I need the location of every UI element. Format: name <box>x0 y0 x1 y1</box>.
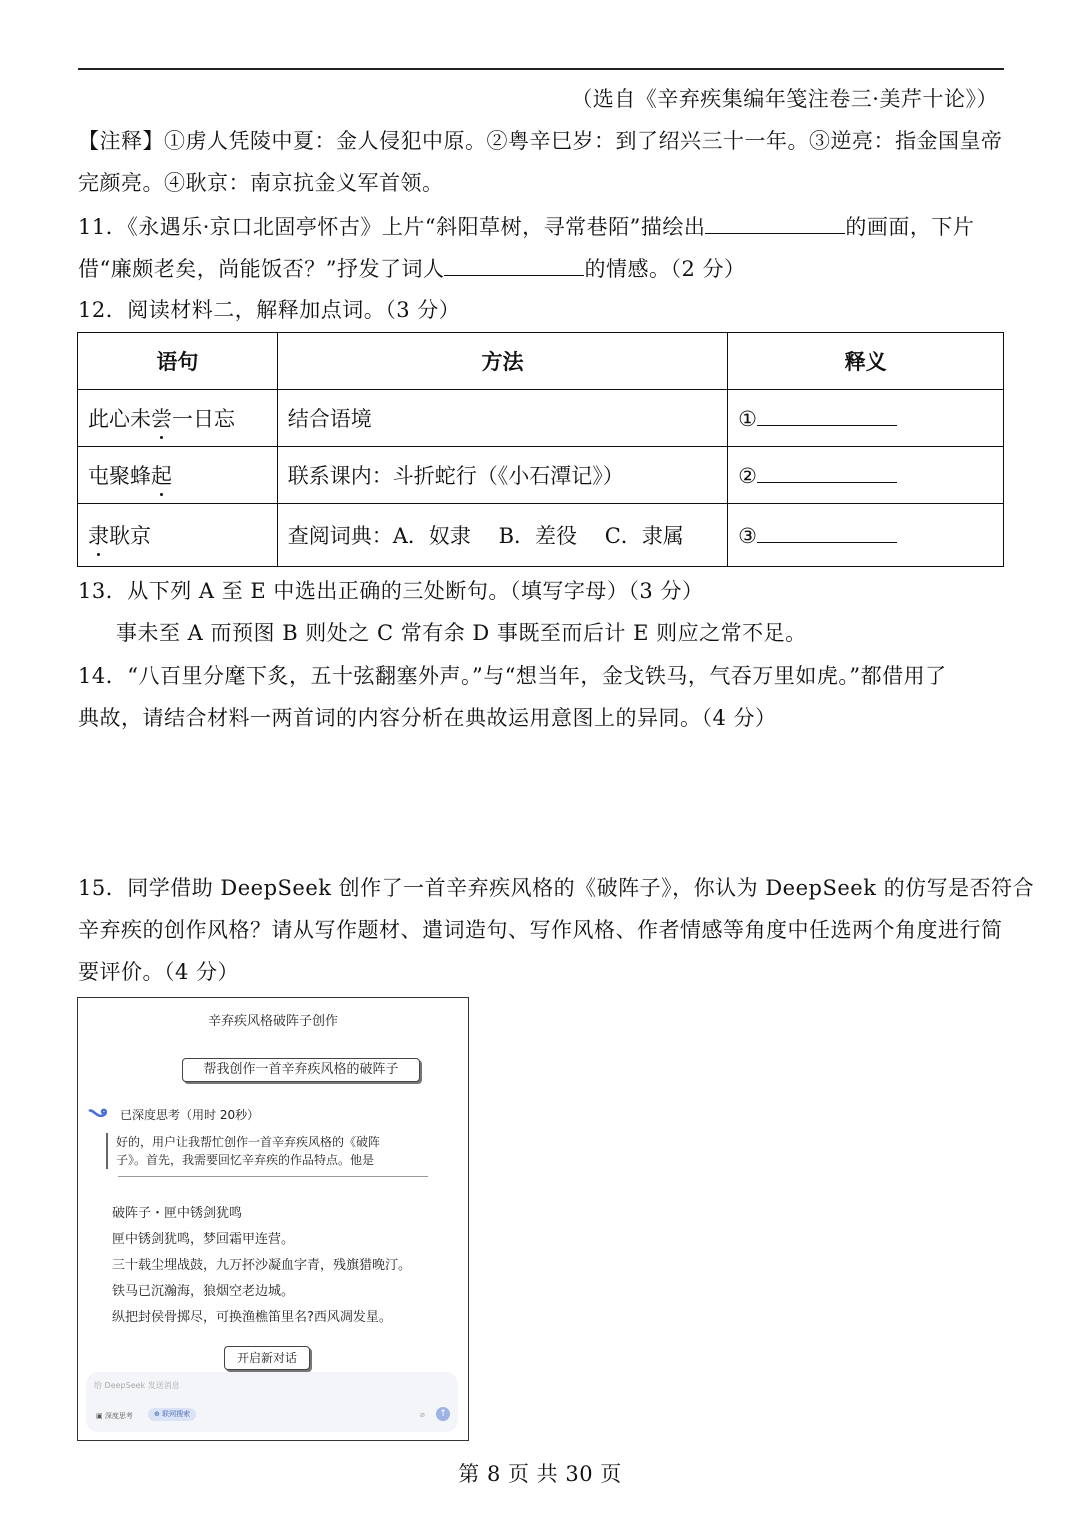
divider <box>118 1176 428 1177</box>
thinking-text-2: 子》。首先，我需要回忆辛弃疾的作品特点。他是 <box>116 1153 375 1167</box>
answer-marker: ② <box>738 464 757 488</box>
sentence-cell <box>78 447 278 504</box>
answer-blank[interactable] <box>757 462 897 483</box>
poem-line: 匣中锈剑犹鸣，梦回霜甲连营。 <box>112 1232 295 1247</box>
question-12: 12．阅读材料二，解释加点词。（3 分） <box>78 298 461 322</box>
table-row <box>78 390 1004 447</box>
message-input-placeholder: 给 DeepSeek 发送消息 <box>94 1381 180 1390</box>
globe-icon: ⊕ <box>154 1410 160 1418</box>
question-14-line-1: 14．“八百里分麾下炙，五十弦翻塞外声。”与“想当年，金戈铁马，气吞万里如虎。”都借用了 <box>78 664 947 688</box>
thinking-quote-bar <box>106 1133 108 1169</box>
question-13-sentence: 事未至 A 而预图 B 则处之 C 常有余 D 事既至而后计 E 则应之常不足。 <box>116 621 807 645</box>
answer-cell[interactable] <box>728 504 1004 567</box>
poem-line: 纵把封侯骨掷尽，可换渔樵笛里名?西风凋发星。 <box>112 1310 392 1325</box>
method-cell: 查阅词典：A．奴隶 B．差役 C．隶属 <box>277 504 727 567</box>
sentence-cell <box>78 390 278 447</box>
deep-think-label: 深度思考 <box>104 1412 133 1420</box>
question-14-line-2: 典故，请结合材料一两首词的内容分析在典故运用意图上的异同。（4 分） <box>78 706 777 730</box>
chat-title: 辛弃疾风格破阵子创作 <box>207 1014 338 1029</box>
header-method: 方法 <box>277 333 727 390</box>
question-13: 13．从下列 A 至 E 中选出正确的三处断句。（填写字母）（3 分） <box>78 579 704 603</box>
table-header-row <box>78 333 1004 390</box>
answer-cell[interactable] <box>728 447 1004 504</box>
send-button[interactable] <box>436 1407 450 1421</box>
sentence-text: 此心未 <box>88 407 151 431</box>
header-sentence: 语句 <box>78 333 278 390</box>
q11-blank-2[interactable] <box>444 253 584 276</box>
deep-think-toggle[interactable] <box>96 1411 133 1421</box>
deepseek-screenshot <box>77 997 469 1441</box>
web-search-label: 联网搜索 <box>162 1410 191 1418</box>
question-15-line-2: 辛弃疾的创作风格？请从写作题材、遣词造句、写作风格、作者情感等角度中任选两个角度进行简 <box>78 918 1003 942</box>
new-chat-button[interactable]: 开启新对话 <box>224 1346 310 1370</box>
question-15-line-1: 15．同学借助 DeepSeek 创作了一首辛弃疾风格的《破阵子》，你认为 DeepSeek 的仿写是否符合 <box>78 876 1035 900</box>
poem-line: 三十载尘埋战鼓，九万抔沙凝血字青，残旗猎晚汀。 <box>112 1258 412 1273</box>
poem-title: 破阵子・匣中锈剑犹鸣 <box>112 1206 243 1221</box>
sentence-text: 一日忘 <box>172 407 235 431</box>
method-cell: 结合语境 <box>277 390 727 447</box>
q11-blank-1[interactable] <box>705 211 845 234</box>
note-line-1: 【注释】①虏人凭陵中夏：金人侵犯中原。②粤辛巳岁：到了绍兴三十一年。③逆亮：指金国皇帝 <box>78 129 1003 153</box>
table-row <box>78 447 1004 504</box>
deepseek-logo-icon <box>88 1106 108 1125</box>
q11-text-d: 的情感。（2 分） <box>584 257 746 281</box>
answer-marker: ③ <box>738 524 757 548</box>
table-row <box>78 504 1004 567</box>
answer-marker: ① <box>738 407 757 431</box>
attach-icon[interactable]: ⌀ <box>420 1410 425 1419</box>
q11-text-c: 借“廉颇老矣，尚能饭否？”抒发了词人 <box>78 257 445 281</box>
dotted-char: 隶 <box>88 520 109 550</box>
web-search-toggle[interactable] <box>148 1408 196 1421</box>
answer-cell[interactable] <box>728 390 1004 447</box>
sentence-cell <box>78 504 278 567</box>
answer-blank[interactable] <box>757 405 897 426</box>
top-rule <box>78 68 1004 70</box>
question-15-line-3: 要评价。（4 分） <box>78 960 240 984</box>
user-prompt-bubble: 帮我创作一首辛弃疾风格的破阵子 <box>182 1058 420 1082</box>
poem-line: 铁马已沉瀚海，狼烟空老边城。 <box>112 1284 295 1299</box>
dotted-char: 起 <box>151 460 172 490</box>
question-11-line-2 <box>78 253 746 284</box>
question-11-line-1 <box>78 211 974 242</box>
source-citation: （选自《辛弃疾集编年笺注卷三·美芹十论》） <box>571 87 998 111</box>
answer-blank[interactable] <box>757 522 897 543</box>
page-footer: 第 8 页 共 30 页 <box>458 1462 622 1486</box>
arrow-up-icon: ↑ <box>439 1409 447 1419</box>
method-cell: 联系课内：斗折蛇行（《小石潭记》） <box>277 447 727 504</box>
sentence-text: 屯聚蜂 <box>88 464 151 488</box>
deep-think-icon: ▣ <box>96 1412 103 1420</box>
vocab-table <box>77 332 1004 567</box>
thinking-label: 已深度思考（用时 20秒） <box>120 1108 260 1122</box>
q11-text-a: 11．《永遇乐·京口北固亭怀古》上片“斜阳草树，寻常巷陌”描绘出 <box>78 215 706 239</box>
header-meaning: 释义 <box>728 333 1004 390</box>
dotted-char: 尝 <box>151 403 172 433</box>
sentence-text: 耿京 <box>109 524 151 548</box>
q11-text-b: 的画面，下片 <box>845 215 975 239</box>
message-input-box[interactable] <box>86 1372 458 1432</box>
thinking-text-1: 好的，用户让我帮忙创作一首辛弃疾风格的《破阵 <box>116 1135 381 1149</box>
note-line-2: 完颜亮。④耿京：南京抗金义军首领。 <box>78 171 444 195</box>
